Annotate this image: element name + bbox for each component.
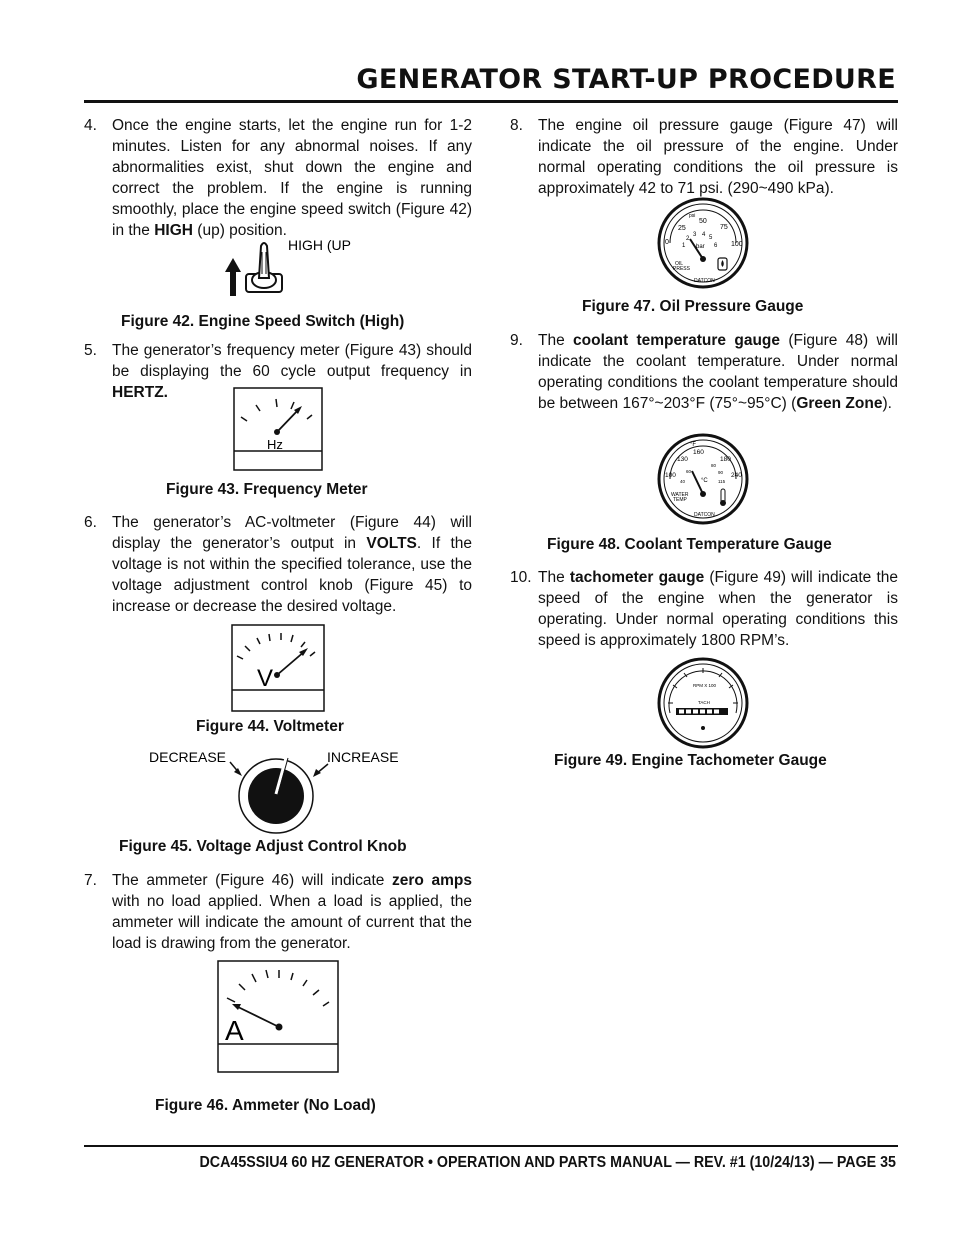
svg-text:4: 4 (702, 232, 706, 238)
high-up-label: HIGH (UP (288, 237, 351, 253)
page-title: GENERATOR START-UP PROCEDURE (356, 64, 896, 95)
svg-text:100: 100 (731, 241, 743, 248)
svg-text:°F: °F (690, 442, 697, 448)
svg-text:RPM X 100: RPM X 100 (693, 683, 717, 688)
figure-42-caption: Figure 42. Engine Speed Switch (High) (121, 313, 405, 330)
step-4: 4. Once the engine starts, let the engine run for 1-2 minutes. Listen for any abnormal noises. If any abnormalities exist, shut down the engine and correct the problem. If the engine is running smoothly, place the engine speed switch (Figure 42) in the HIGH (up) position. (84, 117, 472, 239)
figure-48-caption: Figure 48. Coolant Temperature Gauge (547, 536, 832, 553)
svg-text:1: 1 (682, 243, 686, 249)
amp-label: A (225, 1015, 244, 1046)
ammeter-figure (217, 960, 339, 1074)
svg-text:TACH: TACH (698, 700, 710, 705)
svg-text:DATCON: DATCON (694, 512, 715, 518)
svg-text:6: 6 (714, 243, 718, 249)
voltage-adjust-knob-figure (148, 746, 410, 834)
svg-text:60: 60 (686, 469, 692, 474)
svg-text:bar: bar (696, 244, 705, 250)
svg-text:80: 80 (711, 463, 717, 468)
step-7: 7. The ammeter (Figure 46) will indicate zero amps with no load applied. When a load is applied, the ammeter will indicate the amount of current that the load is drawing from the generator. (84, 872, 472, 952)
figure-45-caption: Figure 45. Voltage Adjust Control Knob (119, 838, 407, 855)
voltmeter-figure (231, 624, 325, 712)
svg-text:3: 3 (693, 232, 697, 238)
step-9: 9. The coolant temperature gauge (Figure 48) will indicate the coolant temperature. Under normal operating conditions the coolant temperature should be between 167°~203°F (75°~95°C) (Green Zone). (510, 332, 898, 412)
engine-speed-switch-figure (222, 236, 362, 298)
page-footer: DCA45SSIU4 60 HZ GENERATOR • OPERATION AND PARTS MANUAL — REV. #1 (10/24/13) — PAGE 35 (199, 1154, 896, 1171)
figure-46-caption: Figure 46. Ammeter (No Load) (155, 1097, 376, 1114)
svg-text:PRESS: PRESS (673, 266, 690, 272)
figure-44-caption: Figure 44. Voltmeter (196, 718, 344, 735)
svg-text:160: 160 (693, 449, 704, 456)
figure-47-caption: Figure 47. Oil Pressure Gauge (582, 298, 804, 315)
svg-text:90: 90 (718, 470, 724, 475)
svg-text:75: 75 (720, 224, 728, 231)
svg-text:DATCON: DATCON (694, 278, 715, 284)
step-6: 6. The generator’s AC-voltmeter (Figure 44) will display the generator’s output in VOLTS. If the voltage is not within the specified tolerance, use the voltage adjustment control knob (Figure 45) to increase or decrease the desired voltage. (84, 514, 472, 615)
svg-text:130: 130 (677, 456, 688, 463)
svg-text:100: 100 (665, 472, 676, 479)
svg-text:0: 0 (665, 239, 669, 246)
volt-label: V (257, 665, 274, 692)
increase-label: INCREASE (327, 749, 399, 765)
figure-49-caption: Figure 49. Engine Tachometer Gauge (554, 752, 827, 769)
svg-text:240: 240 (731, 472, 742, 479)
engine-tachometer-gauge-figure (656, 658, 750, 748)
svg-text:psi: psi (689, 213, 696, 219)
svg-text:2: 2 (686, 236, 690, 242)
svg-text:25: 25 (678, 225, 686, 232)
coolant-temperature-gauge-figure (656, 434, 750, 524)
svg-text:50: 50 (699, 218, 707, 225)
svg-text:TEMP: TEMP (673, 497, 687, 503)
svg-text:115: 115 (718, 479, 726, 484)
frequency-meter-figure (233, 387, 323, 471)
svg-text:OIL: OIL (675, 261, 684, 267)
step-8: 8. The engine oil pressure gauge (Figure 47) will indicate the oil pressure of the engine. Under normal operating conditions the oil pressure is approximately 42 to 71 psi. (290~490 kPa). (510, 117, 898, 197)
svg-text:5: 5 (709, 235, 713, 241)
figure-43-caption: Figure 43. Frequency Meter (166, 481, 368, 498)
footer-rule (84, 1145, 898, 1147)
hz-label: Hz (267, 437, 283, 452)
svg-text:40: 40 (680, 479, 686, 484)
svg-text:°C: °C (701, 478, 708, 484)
decrease-label: DECREASE (149, 749, 227, 765)
svg-text:180: 180 (720, 456, 731, 463)
oil-pressure-gauge-figure (656, 199, 750, 289)
step-10: 10. The tachometer gauge (Figure 49) will indicate the speed of the engine when the generator is operating. Under normal operating conditions this speed is approximately 1800 RPM’s. (510, 569, 899, 649)
step-5: 5. The generator’s frequency meter (Figure 43) should be displaying the 60 cycle output frequency in HERTZ. (84, 342, 472, 401)
svg-text:WATER: WATER (671, 492, 689, 498)
header-rule (84, 100, 898, 103)
